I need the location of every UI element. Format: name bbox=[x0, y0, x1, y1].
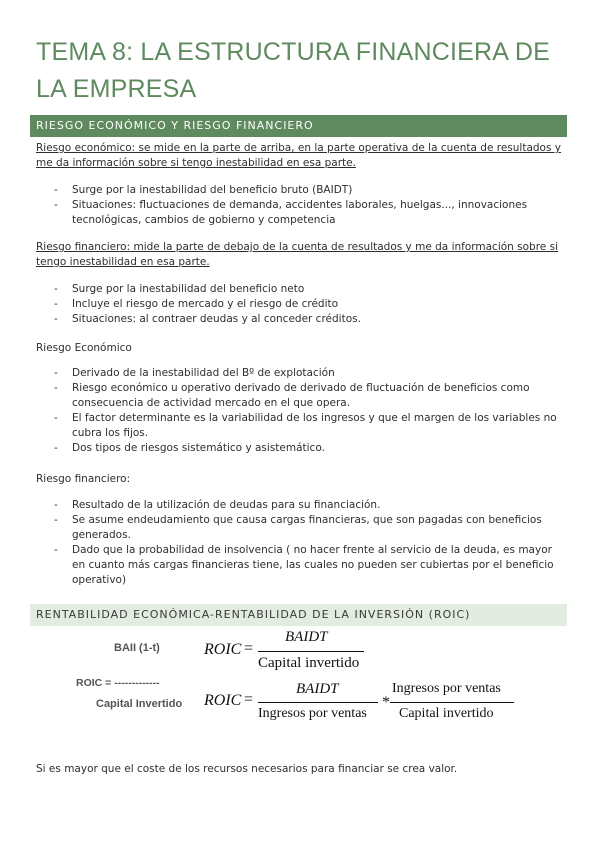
formula1-numerator: BAIDT bbox=[285, 629, 328, 645]
formula1-denominator: Capital invertido bbox=[258, 655, 360, 671]
formula3-denominator: Capital invertido bbox=[399, 706, 494, 721]
formula2-roic: ROIC bbox=[204, 692, 242, 709]
list-item: - Se asume endeudamiento que causa cargas financieras, que son pagadas con beneficios generados. bbox=[54, 513, 566, 543]
section-heading-risk: RIESGO ECONÓMICO Y RIESGO FINANCIERO bbox=[30, 115, 567, 137]
formula3-fraction-bar bbox=[390, 702, 514, 703]
paragraph-financial-risk bbox=[36, 240, 566, 270]
image-label-capital: Capital Invertido bbox=[96, 698, 183, 710]
formula2-equals: = bbox=[244, 691, 254, 708]
list-item: - Riesgo económico u operativo derivado de derivado de fluctuación de beneficios como consecuencia de actividad mercado en el que opera. bbox=[54, 381, 566, 411]
economic-risk-details-list bbox=[54, 366, 566, 456]
formula1-equals: = bbox=[244, 640, 254, 657]
formula2-numerator: BAIDT bbox=[296, 681, 339, 697]
list-item: - Derivado de la inestabilidad del Bº de explotación bbox=[54, 366, 566, 381]
page-title: TEMA 8: LA ESTRUCTURA FINANCIERA DE LA EMPRESA bbox=[36, 38, 551, 103]
formula2-fraction-bar bbox=[258, 702, 378, 703]
list-item: - Situaciones: fluctuaciones de demanda, accidentes laborales, huelgas..., innovaciones tecnológicas, cambios de gobierno y competencia bbox=[54, 198, 566, 228]
formula1-fraction-bar bbox=[258, 651, 364, 652]
image-label-roic: ROIC = ------------- bbox=[76, 677, 160, 689]
list-item: - El factor determinante es la variabilidad de los ingresos y que el margen de los variables no cubra los fijos. bbox=[54, 411, 566, 441]
list-item: - Incluye el riesgo de mercado y el riesgo de crédito bbox=[54, 297, 566, 312]
image-label-baii: BAII (1-t) bbox=[114, 642, 160, 654]
formula3-numerator: Ingresos por ventas bbox=[392, 681, 501, 696]
section-heading-roic: RENTABILIDAD ECONÓMICA-RENTABILIDAD DE LA INVERSIÓN (ROIC) bbox=[30, 604, 567, 626]
paragraph-value-creation: Si es mayor que el coste de los recursos necesarios para financiar se crea valor. bbox=[36, 763, 458, 775]
economic-risk-term: Riesgo económico: bbox=[36, 142, 136, 154]
list-item: - Dos tipos de riesgos sistemático y asistemático. bbox=[54, 441, 566, 456]
formula1-roic: ROIC bbox=[204, 641, 242, 658]
formula2-times: * bbox=[382, 694, 390, 711]
list-item: - Dado que la probabilidad de insolvencia ( no hacer frente al servicio de la deuda, es mayor en cuanto más cargas financieras tiene, las cuales no pueden ser cubiertas por el beneficio operativo) bbox=[54, 543, 566, 588]
subheading-financial-risk: Riesgo financiero: bbox=[36, 473, 131, 485]
list-item: - Surge por la inestabilidad del beneficio neto bbox=[54, 282, 566, 297]
financial-risk-details-list bbox=[54, 498, 566, 588]
subheading-economic-risk: Riesgo Económico bbox=[36, 342, 132, 354]
economic-risk-list bbox=[54, 183, 566, 228]
paragraph-economic-risk bbox=[36, 141, 566, 171]
financial-risk-term: Riesgo financiero: bbox=[36, 241, 131, 253]
financial-risk-definition: mide la parte de debajo de la cuenta de resultados y me da información sobre si tengo inestabilidad en esa parte. bbox=[36, 241, 558, 268]
financial-risk-list bbox=[54, 282, 566, 327]
list-item: - Resultado de la utilización de deudas para su financiación. bbox=[54, 498, 566, 513]
formula2-denominator: Ingresos por ventas bbox=[258, 706, 367, 721]
list-item: - Situaciones: al contraer deudas y al conceder créditos. bbox=[54, 312, 566, 327]
economic-risk-definition: se mide en la parte de arriba, en la parte operativa de la cuenta de resultados y me da información sobre si tengo inestabilidad en esa parte. bbox=[36, 142, 562, 169]
list-item: - Surge por la inestabilidad del beneficio bruto (BAIDT) bbox=[54, 183, 566, 198]
